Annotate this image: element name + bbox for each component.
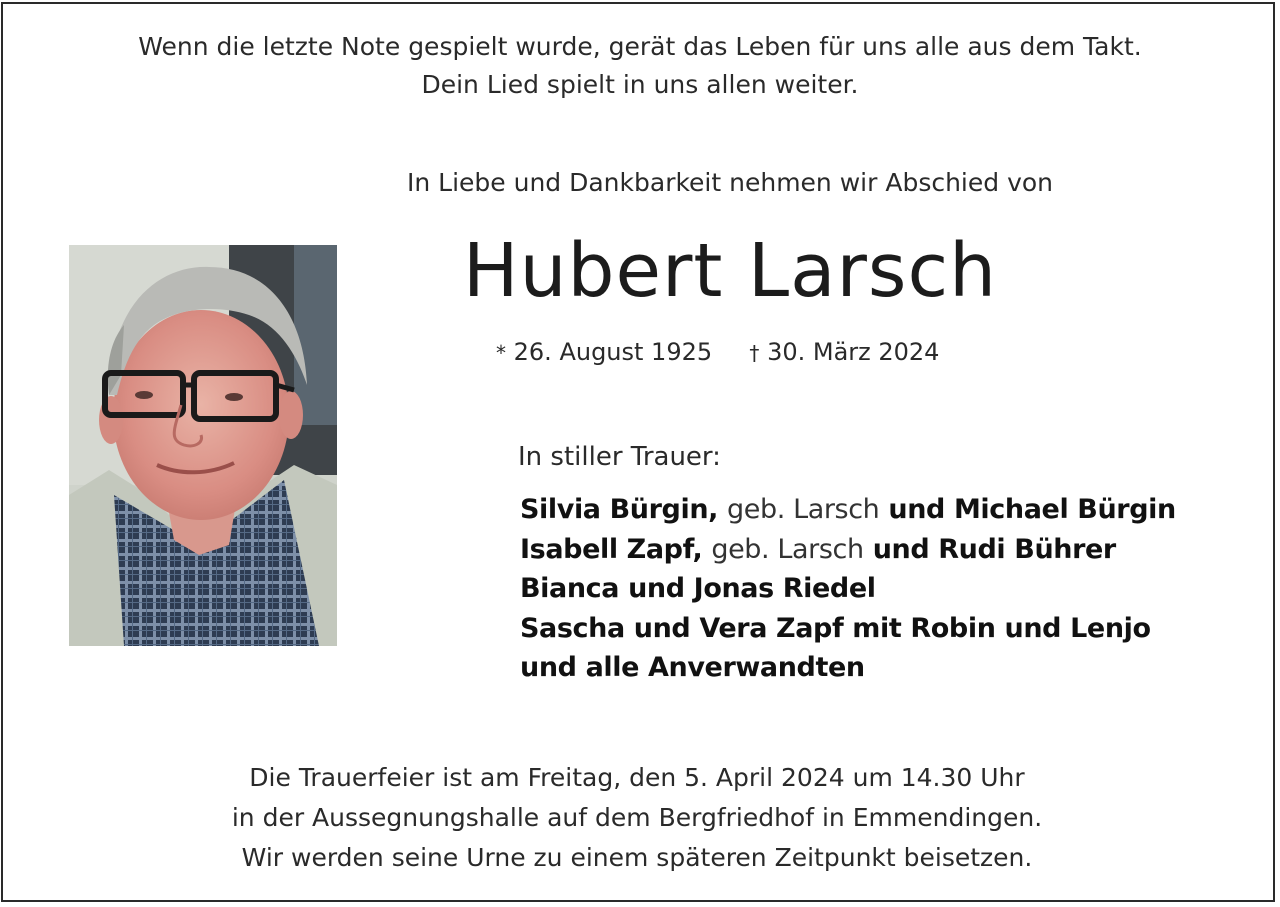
portrait-photo: [69, 245, 337, 646]
mourner-name: Silvia Bürgin,: [520, 494, 719, 525]
mourner-name: und alle Anverwandten: [520, 652, 865, 683]
mourning-title: In stiller Trauer:: [518, 442, 721, 472]
ceremony-line-2: in der Aussegnungshalle auf dem Bergfriedhof in Emmendingen.: [231, 803, 1043, 832]
motto: [0, 28, 1280, 104]
mourners-list: [520, 490, 1176, 688]
life-dates: [496, 338, 939, 366]
motto-line-2: Dein Lied spielt in uns allen weiter.: [421, 70, 859, 99]
mourner-line: [520, 609, 1176, 649]
birth-date: 26. August 1925: [513, 338, 713, 366]
mourner-name: Sascha und Vera Zapf mit Robin und Lenjo: [520, 612, 1151, 644]
mourner-partner: und Rudi Bührer: [872, 533, 1116, 565]
mourner-line: [520, 648, 1176, 688]
ceremony-line-1: Die Trauerfeier ist am Freitag, den 5. April 2024 um 14.30 Uhr: [249, 763, 1025, 792]
maiden-name: geb. Larsch: [727, 494, 880, 525]
portrait-image: [69, 245, 337, 646]
mourner-line: [520, 490, 1176, 530]
mourner-name: Isabell Zapf,: [520, 533, 703, 565]
farewell-text: In Liebe und Dankbarkeit nehmen wir Abschied von: [406, 168, 1054, 197]
ceremony-info: [0, 758, 1274, 878]
motto-line-1: Wenn die letzte Note gespielt wurde, gerät das Leben für uns alle aus dem Takt.: [138, 32, 1142, 61]
birth-symbol: *: [496, 341, 506, 365]
death-date: 30. März 2024: [767, 338, 940, 366]
mourner-name: Bianca und Jonas Riedel: [520, 573, 876, 604]
mourner-line: [520, 569, 1176, 609]
mourner-partner: und Michael Bürgin: [888, 494, 1176, 525]
deceased-name: Hubert Larsch: [462, 228, 998, 314]
mourner-line: [520, 530, 1176, 570]
death-symbol: †: [749, 341, 760, 365]
ceremony-line-3: Wir werden seine Urne zu einem späteren Zeitpunkt beisetzen.: [241, 843, 1033, 872]
maiden-name: geb. Larsch: [711, 533, 864, 565]
